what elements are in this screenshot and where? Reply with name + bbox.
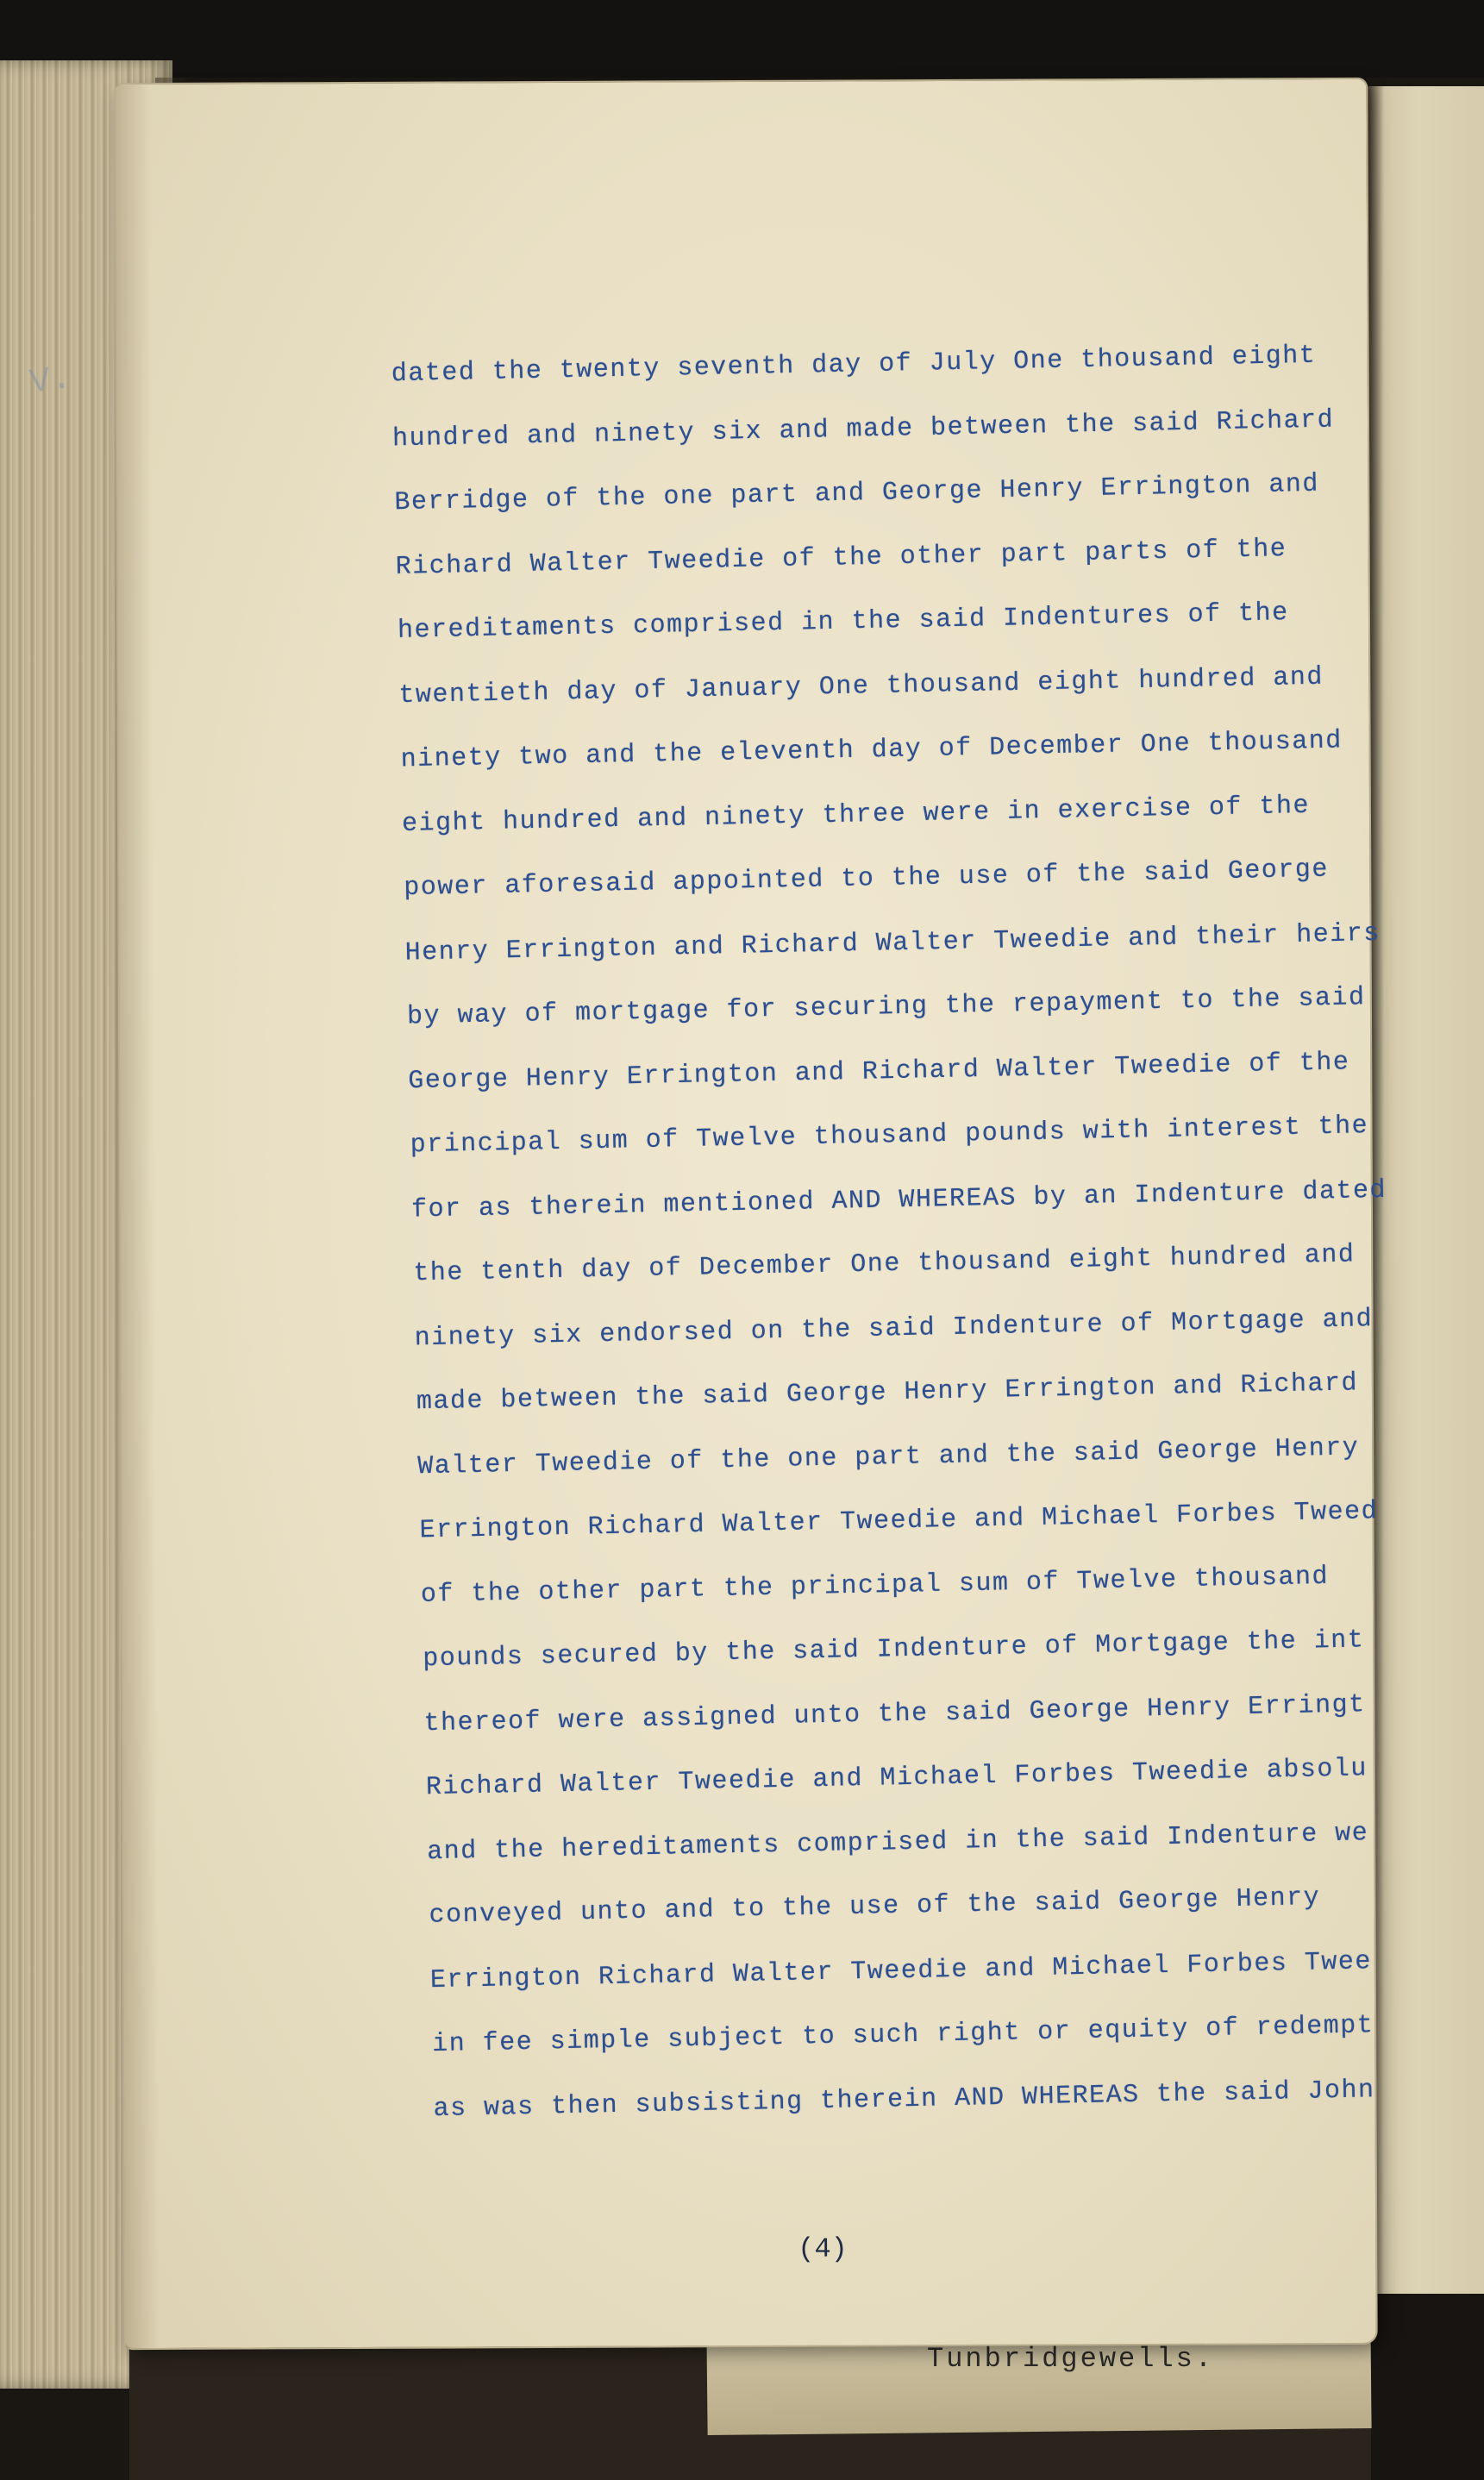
footer-label: Tunbridgewells. <box>927 2343 1215 2375</box>
text-line: twentieth day of January One thousand eight hundred and <box>398 662 1324 711</box>
text-line: ninety six endorsed on the said Indenture of Mortgage and <box>414 1304 1374 1353</box>
document-page <box>116 79 1387 2348</box>
text-line: Errington Richard Walter Tweedie and Michael Forbes Twee <box>429 1946 1373 1995</box>
text-line: dated the twenty seventh day of July One thousand eight <box>391 341 1317 390</box>
margin-mark: V. <box>27 359 74 404</box>
text-line: the tenth day of December One thousand eight hundred and <box>412 1240 1356 1289</box>
text-line: hundred and ninety six and made between the said Richard <box>392 404 1335 454</box>
text-line: Henry Errington and Richard Walter Tweedie and their heirs <box>404 918 1381 968</box>
next-page-edge <box>1367 86 1484 2345</box>
text-line: for as therein mentioned AND WHEREAS by an Indenture dated <box>410 1175 1387 1225</box>
text-line: Richard Walter Tweedie and Michael Forbes Tweedie absolu <box>425 1754 1368 1803</box>
text-line: Richard Walter Tweedie of the other part parts of the <box>395 534 1288 582</box>
text-line: and the hereditaments comprised in the said Indenture we <box>427 1818 1369 1867</box>
text-line: power aforesaid appointed to the use of the said George <box>403 855 1330 904</box>
text-line: Berridge of the one part and George Henry Errington and <box>394 469 1320 518</box>
background-bottom-right <box>1367 2294 1484 2480</box>
background-top <box>0 0 1484 78</box>
text-line: thereof were assigned unto the said George Henry Erringt <box>423 1689 1367 1738</box>
text-line: George Henry Errington and Richard Walter Tweedie of the <box>408 1047 1350 1096</box>
text-line: Errington Richard Walter Tweedie and Michael Forbes Tweed <box>418 1497 1379 1546</box>
text-line: by way of mortgage for securing the repayment to the said <box>406 983 1366 1032</box>
text-line: as was then subsisting therein AND WHEREAS the said John <box>433 2075 1375 2124</box>
text-line: eight hundred and ninety three were in exercise of the <box>402 791 1311 839</box>
text-line: Walter Tweedie of the one part and the said George Henry <box>417 1432 1360 1481</box>
text-line: conveyed unto and to the use of the said George Henry <box>428 1882 1320 1931</box>
text-line: principal sum of Twelve thousand pounds with interest the <box>410 1112 1369 1161</box>
text-line: made between the said George Henry Errington and Richard <box>416 1368 1359 1418</box>
text-line: pounds secured by the said Indenture of Mortgage the int <box>422 1625 1365 1675</box>
text-line: hereditaments comprised in the said Indentures of the <box>397 598 1289 646</box>
typescript-body <box>116 79 1387 2327</box>
text-line: of the other part the principal sum of Twelve thousand <box>420 1562 1330 1610</box>
page-number: (4) <box>798 2233 848 2265</box>
text-line: in fee simple subject to such right or equity of redempt <box>431 2011 1374 2060</box>
text-line: ninety two and the eleventh day of December One thousand <box>400 726 1343 775</box>
